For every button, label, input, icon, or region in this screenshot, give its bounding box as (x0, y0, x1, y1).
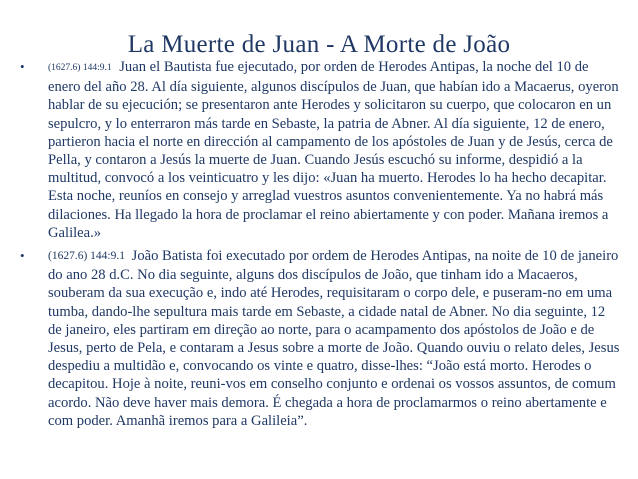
paragraph-text (48, 247, 620, 430)
paragraph-body: João Batista foi executado por ordem de Herodes Antipas, na noite de 10 de janeiro do ano 28 d.C. No dia seguinte, alguns dos discípulos de João, que tinham ido a Macaeros, souberam da sua execução e, indo até Herodes, requisitaram o corpo dele, e puseram-no em uma tumba, dando-lhe sepultura mais tarde em Sebaste, a cidade natal de Abner. No dia seguinte, 12 de janeiro, eles partiram em direção ao norte, para o acampamento dos apóstolos de João e de Jesus, perto de Pela, e contaram a Jesus sobre a morte de João. Quando ouviu o relato deles, Jesus despediu a multidão e, convocando os vinte e quatro, disse-lhes: “João está morto. Herodes o decapitou. Hoje à noite, reuni-vos em conselho conjunto e ordenai os vossos assuntos, de comum acordo. Não deve haver mais demora. É chegada a hora de proclamarmos o reino abertamente e com poder. Amanhã iremos para a Galileia”. (48, 248, 620, 429)
paragraph-text (48, 58, 620, 242)
paragraph-body: Juan el Bautista fue ejecutado, por orden de Herodes Antipas, la noche del 10 de enero del año 28. Al día siguiente, algunos discípulos de Juan, que habían ido a Macaerus, oyeron hablar de su ejecución; se presentaron ante Herodes y solicitaron su cuerpo, que colocaron en un sepulcro, y lo enterraron más tarde en Sebaste, la patria de Abner. Al día siguiente, 12 de enero, partieron hacia el norte en dirección al campamento de los apóstoles de Juan y de Jesús, cerca de Pella, y contaron a Jesús la muerte de Juan. Cuando Jesús escuchó su informe, despidió a la multitud, convocó a los veinticuatro y les dijo: «Juan ha muerto. Herodes lo ha hecho decapitar. Esta noche, reuníos en consejo y arreglad vuestros asuntos convenientemente. Ya no habrá más dilaciones. Ha llegado la hora de proclamar el reino abiertamente y con poder. Mañana iremos a Galilea.» (48, 59, 619, 241)
bullet-icon: • (20, 59, 25, 74)
paragraph-spanish (20, 58, 620, 242)
bullet-icon: • (20, 248, 25, 263)
paragraph-reference: (1627.6) 144:9.1 (48, 63, 112, 73)
slide-title: La Muerte de Juan - A Morte de João (127, 31, 511, 58)
paragraph-reference: (1627.6) 144:9.1 (48, 250, 125, 262)
paragraph-portuguese (20, 247, 620, 430)
